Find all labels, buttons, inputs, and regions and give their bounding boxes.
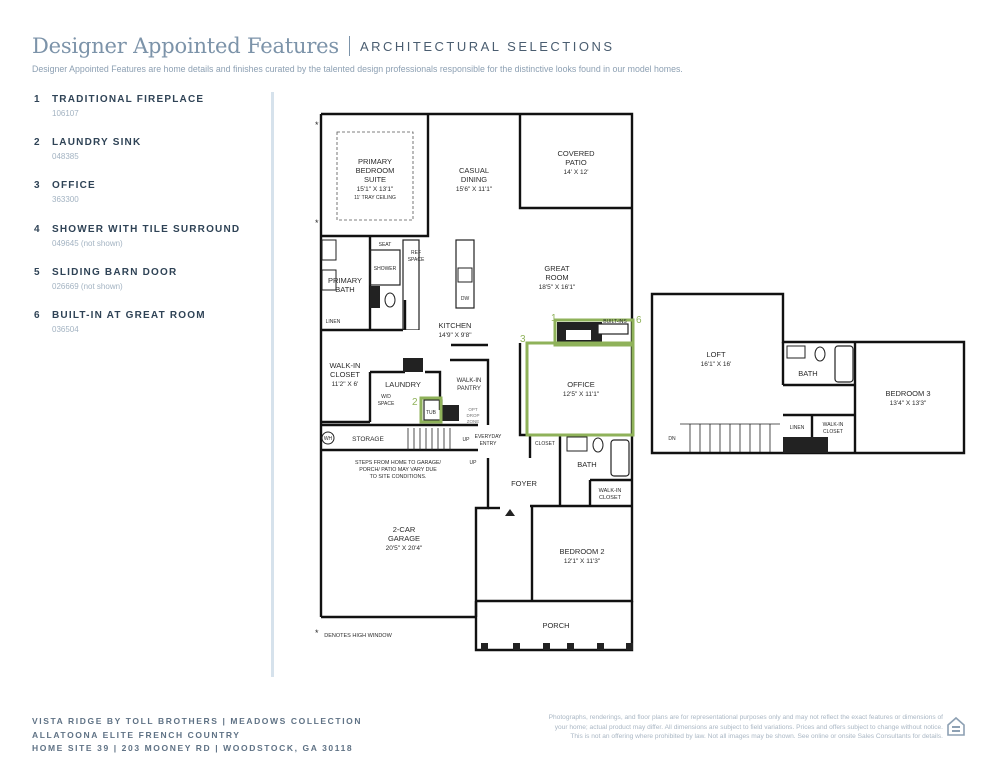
ref-label: REF [411,250,421,256]
primary-bath-label-2: BATH [335,285,355,294]
opt-drop-label: DROP [466,413,480,418]
walkin-pantry-label: WALK-IN [456,378,482,384]
laundry-label: LAUNDRY [385,380,421,389]
covered-patio-dim: 14' X 12' [563,169,589,176]
page-title: Designer Appointed Features [32,34,339,58]
walkin-pantry-label-2: PANTRY [457,386,481,392]
steps-note-1: STEPS FROM HOME TO GARAGE/ [354,460,442,466]
everyday-label: EVERYDAY [474,434,502,440]
community-line: VISTA RIDGE BY TOLL BROTHERS | MEADOWS COLLECTION [32,716,363,726]
callout-2: 2 [412,397,418,408]
bedroom2-label: BEDROOM 2 [559,547,605,556]
bath-up-label: BATH [798,369,818,378]
casual-dining-dim: 15'6" X 11'1" [455,186,493,193]
floor-plan [300,100,980,660]
callout-3: 3 [520,334,526,345]
title-divider [349,36,350,56]
feature-name: SLIDING BARN DOOR [52,266,178,278]
star-icon: * [315,218,319,228]
linen-up-label: LINEN [789,425,805,431]
walkin-closet-dim: 11'2" X 6' [331,381,359,388]
disclaimer-line: This is not an offering where prohibited by law. Not all images may be shown. See online or onsite Sales Consultants for details. [570,733,943,740]
disclaimer [498,713,943,742]
disclaimer-line: Photographs, renderings, and floor plans are for representational purposes only and may not reflect the exact features or dimensions of [548,714,943,721]
opt-label: OPT [468,407,478,412]
feature-code: 049645 (not shown) [52,238,123,248]
feature-name: SHOWER WITH TILE SURROUND [52,223,241,235]
foyer-label: FOYER [511,479,537,488]
feature-item [34,310,264,353]
callout-1: 1 [551,313,557,324]
covered-patio-label: COVERED [557,149,595,158]
feature-code: 036504 [52,324,79,334]
home-model-line: ALLATOONA ELITE FRENCH COUNTRY [32,729,241,740]
primary-bath-label: PRIMARY [327,276,363,285]
kitchen-label: KITCHEN [438,321,472,330]
walkin-closet-label: WALK-IN [329,361,361,370]
community-info [32,715,362,756]
covered-patio-label-2: PATIO [565,158,587,167]
feature-number: 6 [34,309,41,321]
loft-dim: 16'1" X 16' [700,361,732,368]
divider-line [271,92,274,677]
storage-label: STORAGE [352,436,384,443]
bedroom2-dim: 12'1" X 11'3" [563,558,601,565]
loft-label: LOFT [706,350,726,359]
star-icon: * [315,628,319,638]
high-window-note: DENOTES HIGH WINDOW [324,633,392,639]
dw-label: DW [460,296,470,302]
primary-suite-label-2: BEDROOM [355,166,395,175]
feature-list [34,94,264,353]
bedroom3-dim: 13'4" X 13'3" [889,400,927,407]
page-subtitle: ARCHITECTURAL SELECTIONS [359,39,615,54]
bedroom3-label: BEDROOM 3 [885,389,931,398]
bath-label: BATH [577,460,597,469]
kitchen-dim: 14'9" X 9'8" [438,332,472,339]
wic-up-label: WALK-IN [822,422,844,428]
intro-text: Designer Appointed Features are home details and finishes curated by the talented design professionals responsible for the distinctive looks found in our model homes. [32,64,683,74]
walkin-closet2-label: WALK-IN [598,488,622,494]
garage-label: 2-CAR [392,525,416,534]
dn-label: DN [668,436,676,442]
walkin-closet2-label-2: CLOSET [598,495,622,501]
space-label: SPACE [407,257,425,263]
builtins-label: BUILT-INS [603,319,627,325]
feature-number: 4 [34,223,41,235]
tub-label: TUB [426,410,436,416]
feature-code: 026669 (not shown) [52,281,123,291]
star-icon: * [315,120,319,130]
header [32,34,972,58]
up-label-2: UP [469,460,477,466]
great-room-label: GREAT [544,264,570,273]
everyday-entry-label: ENTRY [479,441,497,447]
primary-suite-note: 11' TRAY CEILING [354,195,396,201]
feature-name: TRADITIONAL FIREPLACE [52,94,205,105]
great-room-label-2: ROOM [545,273,569,282]
feature-name: LAUNDRY SINK [52,137,142,149]
primary-suite-label-3: SUITE [363,175,387,184]
feature-item [34,267,264,310]
up-label: UP [462,437,470,443]
equal-housing-icon [946,716,966,736]
feature-number: 2 [34,137,41,149]
primary-suite-dim: 15'1" X 13'1" [356,186,394,193]
callout-6: 6 [636,315,642,326]
feature-item [34,224,264,267]
steps-note-3: TO SITE CONDITIONS. [369,474,427,480]
primary-suite-label: PRIMARY [357,157,393,166]
casual-dining-label: CASUAL [458,166,490,175]
feature-code: 106107 [52,109,79,118]
office-label: OFFICE [567,380,595,389]
casual-dining-label-2: DINING [460,175,488,184]
wic-up-label-2: CLOSET [822,429,844,435]
feature-item [34,137,264,180]
feature-name: OFFICE [52,180,96,192]
shower-label: SHOWER [373,266,397,272]
steps-note-2: PORCH/ PATIO MAY VARY DUE [359,467,437,473]
great-room-dim: 18'5" X 16'1" [538,284,576,291]
feature-number: 1 [34,94,41,105]
linen-label: LINEN [325,319,341,325]
garage-label-2: GARAGE [387,534,421,543]
feature-name: BUILT-IN AT GREAT ROOM [52,309,206,321]
feature-number: 5 [34,266,41,278]
feature-item [34,94,264,137]
opt-zone-label: ZONE [466,419,480,424]
feature-code: 048385 [52,152,79,162]
disclaimer-line: your home; actual product may differ. All dimensions are subject to field variations. Prices and offers subject to change without notice. [554,723,943,731]
walkin-closet-label-2: CLOSET [329,370,361,379]
wd-space-label: SPACE [377,401,395,407]
feature-item [34,180,264,223]
feature-code: 363300 [52,195,79,205]
garage-dim: 20'5" X 20'4" [385,545,423,552]
wh-label: WH [323,436,333,442]
seat-label: SEAT [378,242,392,248]
porch-label: PORCH [542,621,570,630]
closet-label: CLOSET [534,441,556,447]
wd-label: W/D [381,394,391,400]
feature-number: 3 [34,180,41,192]
office-dim: 12'5" X 11'1" [562,391,600,398]
address-line: HOME SITE 39 | 203 MOONEY RD | WOODSTOCK, GA 30118 [32,743,354,753]
